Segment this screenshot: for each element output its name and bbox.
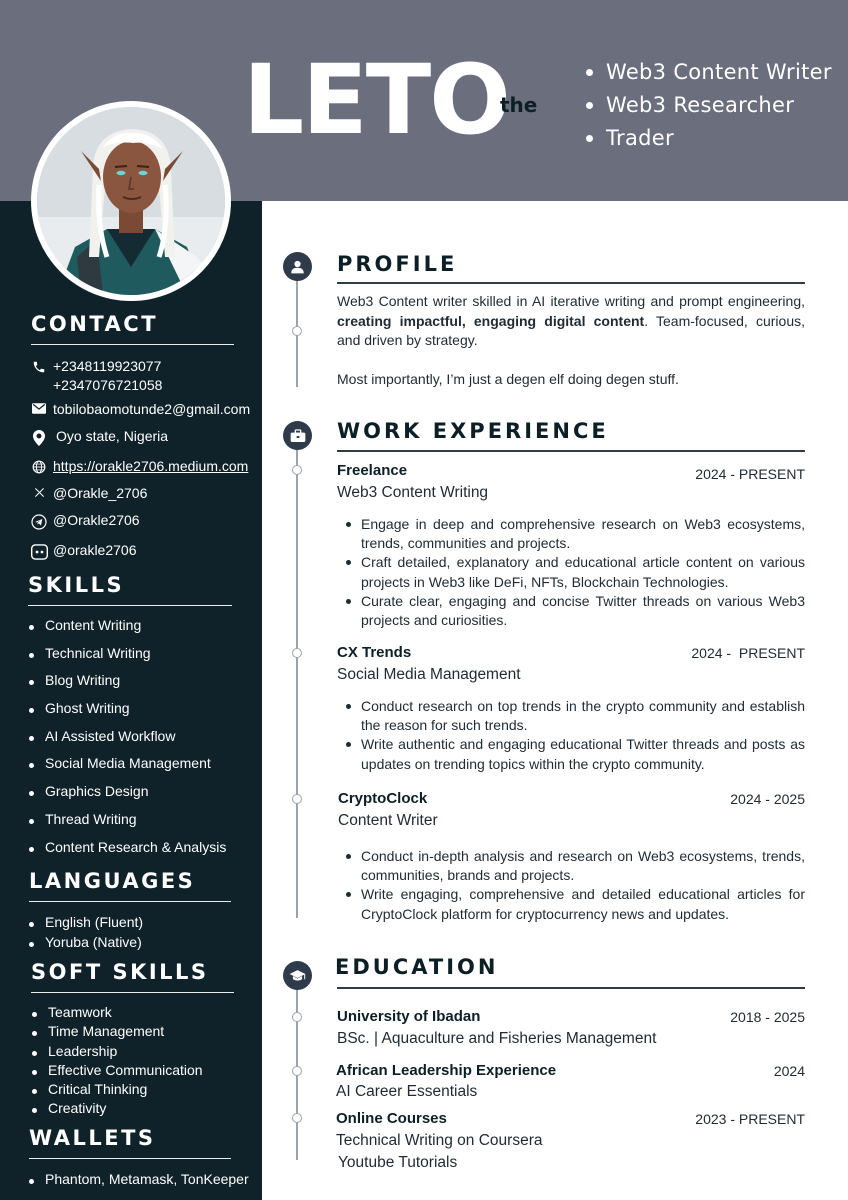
profile-divider bbox=[337, 282, 805, 284]
discord-handle[interactable]: @orakle2706 bbox=[53, 542, 137, 558]
contact-divider bbox=[31, 344, 234, 345]
skill-item: AI Assisted Workflow bbox=[28, 728, 226, 756]
education-detail: Youtube Tutorials bbox=[338, 1154, 458, 1171]
role-list bbox=[584, 58, 832, 157]
soft-skill-item: Effective Communication bbox=[31, 1062, 203, 1081]
timeline-dot bbox=[292, 1066, 302, 1076]
skill-item: Blog Writing bbox=[28, 672, 226, 700]
role-item: Trader bbox=[584, 124, 832, 157]
job-bullets bbox=[343, 515, 805, 630]
soft-skill-item: Time Management bbox=[31, 1023, 203, 1042]
email-link[interactable]: tobilobaomotunde2@gmail.com bbox=[53, 401, 251, 417]
timeline-dot bbox=[292, 465, 302, 475]
profile-text: . Team-focused, curious, and driven by strategy. bbox=[337, 312, 805, 348]
profile-note: Most importantly, I’m just a degen elf doing degen stuff. bbox=[337, 371, 679, 387]
website-link[interactable]: https://orakle2706.medium.com bbox=[53, 458, 249, 474]
language-item: Yoruba (Native) bbox=[28, 934, 143, 954]
skill-item: Social Media Management bbox=[28, 755, 226, 783]
name-the: the bbox=[500, 93, 538, 117]
x-logo-icon bbox=[28, 484, 50, 498]
job-role: Social Media Management bbox=[337, 666, 521, 683]
languages-list bbox=[28, 914, 143, 953]
education-detail: Technical Writing on Coursera bbox=[336, 1132, 543, 1149]
language-item: English (Fluent) bbox=[28, 914, 143, 934]
soft-skill-item: Creativity bbox=[31, 1100, 203, 1119]
envelope-icon bbox=[28, 400, 50, 414]
education-date: 2018 - 2025 bbox=[730, 1009, 805, 1025]
wallets-heading: WALLETS bbox=[29, 1126, 156, 1150]
resume-name: LETO bbox=[243, 44, 509, 156]
education-heading: EDUCATION bbox=[335, 955, 499, 979]
soft-skills-list bbox=[31, 1004, 203, 1120]
work-experience-divider bbox=[337, 450, 805, 452]
role-item: Web3 Content Writer bbox=[584, 58, 832, 91]
work-experience-heading: WORK EXPERIENCE bbox=[337, 419, 609, 443]
contact-location bbox=[28, 427, 168, 446]
school-name: African Leadership Experience bbox=[336, 1062, 557, 1079]
telegram-icon bbox=[28, 511, 50, 530]
job-role: Web3 Content Writing bbox=[337, 484, 489, 501]
job-bullet: Curate clear, engaging and concise Twitter threads on various Web3 projects and curiosities. bbox=[343, 592, 805, 630]
job-date: 2024 - PRESENT bbox=[695, 466, 805, 482]
languages-heading: LANGUAGES bbox=[29, 869, 196, 893]
map-pin-icon bbox=[28, 427, 50, 446]
profile-heading: PROFILE bbox=[337, 252, 458, 276]
phone-number[interactable]: +2347076721058 bbox=[53, 377, 163, 393]
timeline-dot bbox=[292, 1012, 302, 1022]
timeline-dot bbox=[292, 1113, 302, 1123]
graduation-cap-icon bbox=[283, 961, 312, 990]
wallets-divider bbox=[29, 1158, 231, 1159]
contact-telegram bbox=[28, 511, 140, 530]
job-bullet: Craft detailed, explanatory and educational article content on various projects in Web3 like DeFi, NFTs, Blockchain Technologies. bbox=[343, 553, 805, 591]
contact-heading: CONTACT bbox=[31, 312, 159, 336]
job-date: 2024 - 2025 bbox=[730, 791, 805, 807]
job-bullets bbox=[343, 697, 805, 774]
x-handle[interactable]: @Orakle_2706 bbox=[53, 485, 148, 501]
phone-icon bbox=[28, 357, 50, 374]
skill-item: Content Research & Analysis bbox=[28, 839, 226, 867]
education-date: 2024 bbox=[773, 1063, 805, 1079]
skills-divider bbox=[28, 605, 232, 606]
contact-x bbox=[28, 484, 147, 503]
skill-item: Ghost Writing bbox=[28, 700, 226, 728]
skill-item: Technical Writing bbox=[28, 645, 226, 673]
role-item: Web3 Researcher bbox=[584, 91, 832, 124]
profile-highlight: creating impactful, engaging digital content bbox=[337, 312, 645, 329]
avatar-illustration bbox=[37, 107, 225, 295]
job-company: Freelance bbox=[337, 462, 408, 479]
phone-number[interactable]: +2348119923077 bbox=[53, 358, 162, 374]
contact-email bbox=[28, 400, 250, 419]
contact-phone bbox=[28, 357, 162, 395]
school-name: University of Ibadan bbox=[337, 1008, 481, 1025]
job-bullets bbox=[343, 847, 805, 924]
job-bullet: Write authentic and engaging educational Twitter threads and posts as updates on trending topics within the crypto community. bbox=[343, 735, 805, 773]
briefcase-icon bbox=[283, 421, 312, 450]
job-bullet: Engage in deep and comprehensive research on Web3 ecosystems, trends, communities and projects. bbox=[343, 515, 805, 553]
school-name: Online Courses bbox=[336, 1110, 447, 1127]
profile-text: Web3 Content writer skilled in AI iterative writing and prompt engineering, bbox=[337, 293, 805, 309]
sidebar bbox=[0, 201, 262, 1200]
soft-skills-divider bbox=[31, 992, 234, 993]
profile-summary bbox=[337, 292, 805, 351]
timeline-dot bbox=[292, 326, 302, 336]
job-bullet: Conduct research on top trends in the crypto community and establish the reason for such trends. bbox=[343, 697, 805, 735]
skills-heading: SKILLS bbox=[28, 573, 125, 597]
soft-skills-heading: SOFT SKILLS bbox=[31, 960, 209, 984]
wallets-list bbox=[28, 1171, 249, 1187]
job-bullet: Conduct in-depth analysis and research on Web3 ecosystems, trends, communities, brands and projects. bbox=[343, 847, 805, 885]
timeline-line bbox=[296, 446, 298, 918]
soft-skill-item: Teamwork bbox=[31, 1004, 203, 1023]
languages-divider bbox=[29, 901, 231, 902]
job-date: 2024 - PRESENT bbox=[691, 645, 805, 661]
education-divider bbox=[337, 987, 805, 989]
wallet-item: Phantom, Metamask, TonKeeper bbox=[28, 1171, 249, 1187]
avatar bbox=[31, 101, 231, 301]
soft-skill-item: Leadership bbox=[31, 1043, 203, 1062]
timeline-dot bbox=[292, 794, 302, 804]
skill-item: Content Writing bbox=[28, 617, 226, 645]
job-role: Content Writer bbox=[338, 812, 438, 829]
telegram-handle[interactable]: @Orakle2706 bbox=[53, 512, 140, 528]
contact-discord bbox=[28, 541, 137, 560]
discord-icon bbox=[28, 541, 50, 560]
timeline-dot bbox=[292, 648, 302, 658]
contact-website bbox=[28, 457, 248, 476]
skill-item: Graphics Design bbox=[28, 783, 226, 811]
education-date: 2023 - PRESENT bbox=[695, 1111, 805, 1127]
skills-list bbox=[28, 617, 226, 866]
education-detail: AI Career Essentials bbox=[336, 1083, 478, 1100]
job-bullet: Write engaging, comprehensive and detailed educational articles for CryptoClock platform for cryptocurrency news and updates. bbox=[343, 885, 805, 923]
job-company: CryptoClock bbox=[338, 790, 428, 807]
soft-skill-item: Critical Thinking bbox=[31, 1081, 203, 1100]
education-detail: BSc. | Aquaculture and Fisheries Management bbox=[337, 1030, 657, 1047]
user-icon bbox=[283, 252, 312, 281]
skill-item: Thread Writing bbox=[28, 811, 226, 839]
job-company: CX Trends bbox=[337, 644, 412, 661]
globe-icon bbox=[28, 457, 50, 474]
location-text: Oyo state, Nigeria bbox=[56, 428, 169, 444]
